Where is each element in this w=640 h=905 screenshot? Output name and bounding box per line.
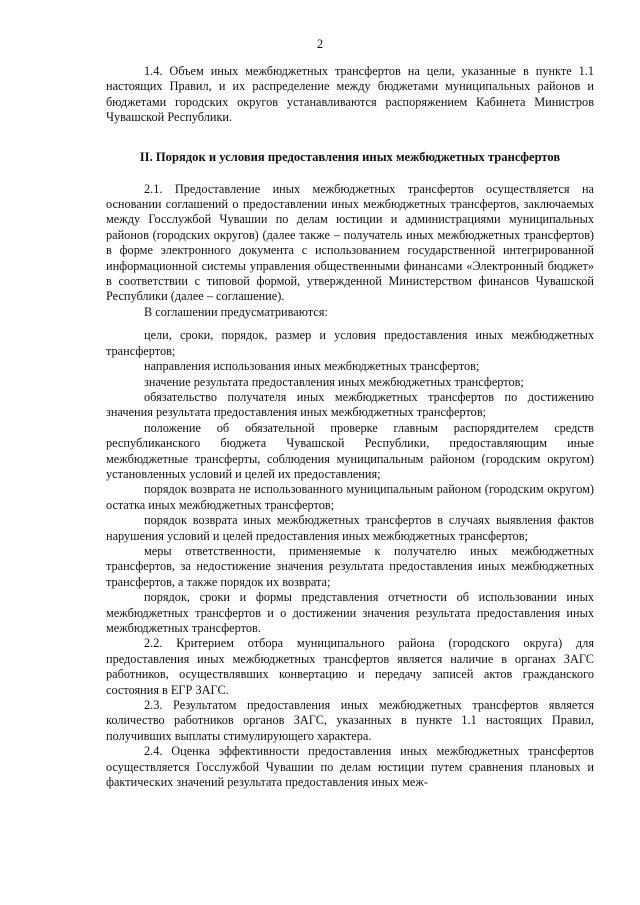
paragraph: 2.4. Оценка эффективности предоставления иных межбюджетных трансфертов осуществляется Госслужбой Чувашии по делам юстиции путем сравнения плановых и фактических значений результата предоставления иных меж-	[106, 744, 594, 790]
paragraph: 2.1. Предоставление иных межбюджетных трансфертов осуществляется на основании соглашений о предоставлении иных межбюджетных трансфертов, заключаемых между Госслужбой Чувашии по делам юстиции и администрациями муниципальных районов (городских округов) (далее также – получатель иных межбюджетных трансфертов) в форме электронного документа с использованием государственной интегрированной информационной системы управления общественными финансами «Электронный бюджет» в соответствии с типовой формой, утвержденной Министерством финансов Чувашской Республики (далее – соглашение).	[106, 181, 594, 304]
list-item: меры ответственности, применяемые к получателю иных межбюджетных трансфертов, за недостижение значения результата предоставления иных межбюджетных трансфертов, а также порядок их возврата;	[106, 543, 594, 589]
document-body	[106, 64, 594, 790]
section-heading: II. Порядок и условия предоставления иных межбюджетных трансфертов	[139, 149, 561, 164]
paragraph: 2.2. Критерием отбора муниципального района (городского округа) для предоставления иных межбюджетных трансфертов является наличие в органах ЗАГС работников, осуществлявших конвертацию и передачу записей актов гражданского состояния в ЕГР ЗАГС.	[106, 636, 594, 697]
intro-paragraph: 1.4. Объем иных межбюджетных трансфертов на цели, указанные в пункте 1.1 настоящих Правил, и их распределение между бюджетами муниципальных районов и бюджетами городских округов устанавливаются распоряжением Кабинета Министров Чувашской Республики.	[106, 64, 594, 125]
list-item: значение результата предоставления иных межбюджетных трансфертов;	[144, 374, 524, 389]
list-item: направления использования иных межбюджетных трансфертов;	[144, 359, 480, 374]
page-number: 2	[316, 37, 324, 51]
list-item: положение об обязательной проверке главным распорядителем средств республиканского бюджета Чувашской Республики, предоставляющим иные межбюджетные трансферты, соблюдения муниципальным районом (городским округом) установленных условий и целей их предоставления;	[106, 420, 594, 481]
list-item: порядок возврата иных межбюджетных трансфертов в случаях выявления фактов нарушения условий и целей предоставления иных межбюджетных трансфертов;	[106, 513, 594, 543]
list-item: порядок, сроки и формы представления отчетности об использовании иных межбюджетных трансфертов и о достижении значения результата предоставления иных межбюджетных трансфертов.	[106, 590, 594, 635]
list-item: цели, сроки, порядок, размер и условия предоставления иных межбюджетных трансфертов;	[106, 328, 594, 358]
list-item: порядок возврата не использованного муниципальным районом (городским округом) остатка иных межбюджетных трансфертов;	[106, 482, 594, 512]
paragraph: 2.3. Результатом предоставления иных межбюджетных трансфертов является количество работников органов ЗАГС, указанных в пункте 1.1 настоящих Правил, получивших выплаты стимулирующего характера.	[106, 698, 594, 743]
paragraph: В соглашении предусматриваются:	[144, 304, 328, 319]
list-item: обязательство получателя иных межбюджетных трансфертов по достижению значения результата предоставления иных межбюджетных трансфертов;	[106, 389, 594, 420]
